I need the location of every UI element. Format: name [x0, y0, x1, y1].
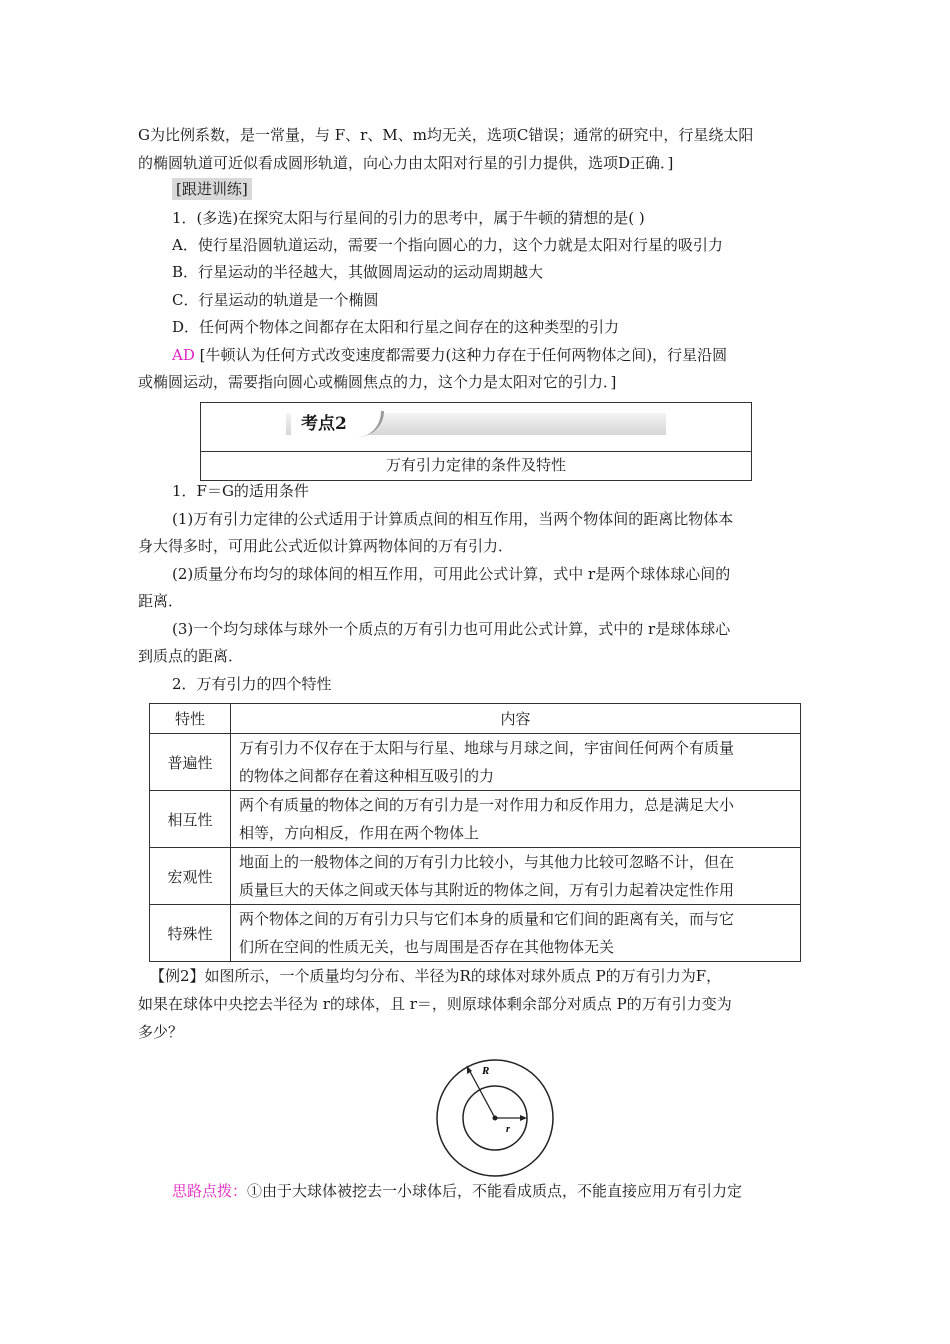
- kaodian-box: [200, 402, 752, 481]
- condition-text: 身大得多时，可用此公式近似计算两物体间的万有引力．: [138, 537, 514, 555]
- kaodian-label: 考点2: [291, 411, 384, 437]
- paragraph-line: G为比例系数，是一常量，与 F、r、M、m均无关，选项C错误；通常的研究中，行星绕太阳: [138, 126, 754, 144]
- condition-text: (2)质量分布均匀的球体间的相互作用，可用此公式计算，式中 r是两个球体球心间的: [172, 565, 731, 583]
- property-content: 地面上的一般物体之间的万有引力比较小，与其他力比较可忽略不计，但在 质量巨大的天体之间或天体与其附近的物体之间，万有引力起着决定性作用: [231, 848, 801, 905]
- table-row: [150, 905, 801, 962]
- column-header: 内容: [231, 704, 801, 734]
- property-content: 两个物体之间的万有引力只与它们本身的质量和它们间的距离有关，而与它 们所在空间的性质无关，也与周围是否存在其他物体无关: [231, 905, 801, 962]
- follow-up-tag: [跟进训练]: [172, 178, 252, 200]
- table-row: [150, 848, 801, 905]
- table-row: [150, 791, 801, 848]
- option-b: B．行星运动的半径越大，其做圆周运动的运动周期越大: [172, 263, 544, 281]
- kaodian-title: 万有引力定律的条件及特性: [385, 456, 566, 474]
- table-row: [150, 734, 801, 791]
- answer-key: AD: [172, 346, 195, 364]
- properties-table: [149, 703, 801, 962]
- label-r: r: [506, 1124, 510, 1135]
- condition-text: 到质点的距离．: [138, 647, 244, 665]
- answer-line: [172, 344, 727, 366]
- property-name: 普遍性: [150, 734, 231, 791]
- condition-text: (1)万有引力定律的公式适用于计算质点间的相互作用，当两个物体间的距离比物体本: [172, 510, 734, 528]
- arrow-head-r: [520, 1115, 527, 1121]
- example-line: 多少？: [138, 1023, 184, 1041]
- property-content: 万有引力不仅存在于太阳与行星、地球与月球之间，宇宙间任何两个有质量 的物体之间都存在着这种相互吸引的力: [231, 734, 801, 791]
- option-c: C．行星运动的轨道是一个椭圆: [172, 291, 379, 309]
- option-d: D．任何两个物体之间都存在太阳和行星之间存在的这种类型的引力: [172, 318, 620, 336]
- property-content: 两个有质量的物体之间的万有引力是一对作用力和反作用力，总是满足大小 相等，方向相反，作用在两个物体上: [231, 791, 801, 848]
- label-R: R: [482, 1065, 490, 1077]
- example-line: 如果在球体中央挖去半径为 r的球体，且 r＝，则原球体剩余部分对质点 P的万有引力变为: [138, 995, 732, 1013]
- property-name: 相互性: [150, 791, 231, 848]
- option-a: A．使行星沿圆轨道运动，需要一个指向圆心的力，这个力就是太阳对行星的吸引力: [172, 236, 723, 254]
- properties-heading: 2．万有引力的四个特性: [172, 675, 332, 693]
- explanation-text: 或椭圆运动，需要指向圆心或椭圆焦点的力，这个力是太阳对它的引力．]: [138, 373, 617, 391]
- example-line: 【例2】如图所示，一个质量均匀分布、半径为R的球体对球外质点 P的万有引力为F，: [150, 967, 722, 985]
- paragraph-line: 的椭圆轨道可近似看成圆形轨道，向心力由太阳对行星的引力提供，选项D正确．]: [138, 154, 674, 172]
- hint-label: 思路点拨：: [172, 1182, 248, 1200]
- hint-text: ①由于大球体被挖去一小球体后，不能看成质点，不能直接应用万有引力定: [247, 1182, 743, 1200]
- table-header-row: [150, 704, 801, 734]
- property-name: 宏观性: [150, 848, 231, 905]
- property-name: 特殊性: [150, 905, 231, 962]
- sphere-diagram: [430, 1053, 560, 1183]
- question-text: 1．(多选)在探究太阳与行星间的引力的思考中，属于牛顿的猜想的是( ): [172, 209, 645, 227]
- hint-line: [172, 1180, 742, 1202]
- column-header: 特性: [150, 704, 231, 734]
- condition-text: 距离．: [138, 592, 184, 610]
- radius-line-R: [467, 1066, 495, 1118]
- conditions-heading: 1．F＝G的适用条件: [172, 482, 309, 500]
- explanation-text: [牛顿认为任何方式改变速度都需要力(这种力存在于任何两物体之间)，行星沿圆: [194, 346, 728, 364]
- condition-text: (3)一个均匀球体与球外一个质点的万有引力也可用此公式计算，式中的 r是球体球心: [172, 620, 731, 638]
